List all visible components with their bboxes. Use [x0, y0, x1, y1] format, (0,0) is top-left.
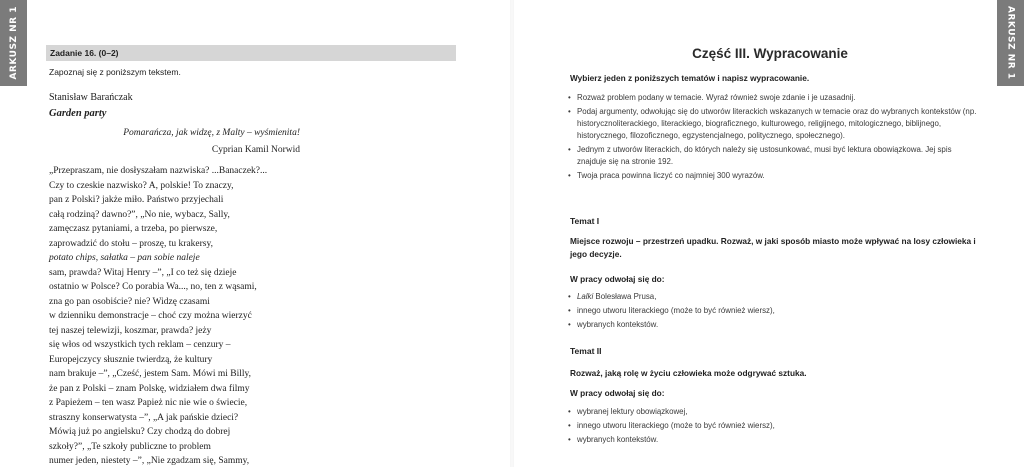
theme2-item: • wybranej lektury obowiązkowej,	[568, 406, 775, 418]
rule-item: • Podaj argumenty, odwołując się do utworów literackich wskazanych w temacie oraz do wybranych kontekstów (np. historycznoliterackiego, literackiego, biograficznego, kulturowego, religijnego, mitologicznego, biblijnego, historycznego, filozoficznego, egzystencjalnego, politycznego, społecznego).	[568, 106, 980, 142]
poem-line: straszny konserwatysta –”, „A jak pańskie dzieci?	[49, 412, 239, 423]
rule-item: • Rozważ problem podany w temacie. Wyraź również swoje zdanie i je uzasadnij.	[568, 92, 980, 104]
poem-line: ostatnio w Polsce? Co porabia Wa..., no, ten z wąsami,	[49, 282, 257, 292]
essay-rules-list	[568, 92, 980, 184]
task-header: Zadanie 16. (0–2)	[46, 45, 456, 61]
poem-line: pan z Polski? jakże miło. Państwo przyjechali	[49, 195, 224, 205]
poem-line: Mówią już po angielsku? Czy chodzą do dobrej	[49, 427, 231, 437]
section-title: Część III. Wypracowanie	[692, 46, 848, 61]
poem-line: całą rodziną? dawno?”, „No nie, wybacz, Sally,	[49, 209, 230, 220]
poem-line: Czy to czeskie nazwisko? A, polskie! To znaczy,	[49, 180, 234, 191]
poem-line: „Przepraszam, nie dosłyszałam nazwiska? ...Banaczek?...	[49, 166, 268, 176]
theme1-text: Miejsce rozwoju – przestrzeń upadku. Rozważ, w jaki sposób miasto może wpływać na losy człowieka i jego decyzje.	[570, 236, 976, 259]
poem-line: że pan z Polski – znam Polskę, widziałem dwa filmy	[49, 383, 250, 394]
rule-item: • Twoja praca powinna liczyć co najmniej 300 wyrazów.	[568, 170, 980, 182]
theme1-item: • innego utworu literackiego (może to być również wiersz),	[568, 305, 775, 317]
theme2-list	[568, 406, 775, 448]
poem-line: Europejczycy słusznie twierdzą, że kultury	[49, 354, 213, 365]
poem-line: szkoły?”, „Te szkoły publiczne to problem	[49, 441, 211, 452]
rule-item: • Jednym z utworów literackich, do których należy się ustosunkować, musi być lektura obowiązkowa. Jej spis znajduje się na stronie 192.	[568, 144, 980, 168]
poem-line: numer jeden, niestety –”, „Nie zgadzam się, Sammy,	[49, 456, 250, 466]
poem-line: z Papieżem – ten wasz Papież nic nie wie o świecie,	[49, 398, 248, 408]
poem-motto: Pomarańcza, jak widzę, z Malty – wyśmienita!	[123, 128, 300, 138]
poem-line: sam, prawda? Witaj Henry –”, „I co też się dzieje	[49, 267, 237, 278]
theme1-item-title: Lalki	[577, 292, 594, 301]
task-instruction: Zapoznaj się z poniższym tekstem.	[49, 67, 181, 77]
poem-line: w dzienniku demonstracje – choć czy można wierzyć	[49, 311, 252, 321]
poem-line: zaprowadzić do stołu – proszę, tu krakersy,	[49, 238, 213, 249]
poem-line: się włos od wszystkich tych reklam – cenzury –	[49, 340, 231, 350]
theme1-refer-label: W pracy odwołaj się do:	[570, 274, 665, 284]
theme1-list	[568, 291, 775, 333]
theme2-text: Rozważ, jaką rolę w życiu człowieka może odgrywać sztuka.	[570, 368, 807, 378]
theme1-item: • wybranych kontekstów.	[568, 319, 775, 331]
sheet-tab-label: ARKUSZ NR 1	[8, 6, 19, 80]
theme2-item: • wybranych kontekstów.	[568, 434, 775, 446]
poem-line: zna go pan osobiście? nie? Widzę czasami	[49, 296, 210, 307]
sheet-tab-label: ARKUSZ NR 1	[1005, 6, 1016, 80]
page-gutter	[510, 0, 514, 467]
sheet-tab-left	[0, 0, 27, 86]
poem-line: zamęczasz pytaniami, a trzeba, po pierwsze,	[49, 224, 218, 234]
theme2-heading: Temat II	[570, 346, 602, 356]
poem-line: tej naszej telewizji, koszmar, prawda? jeży	[49, 325, 212, 336]
poem-line: potato chips, sałatka – pan sobie naleje	[49, 253, 200, 263]
poem-line: nam brakuje –”, „Cześć, jestem Sam. Mówi mi Billy,	[49, 369, 252, 379]
theme1-item-rest: Bolesława Prusa,	[593, 292, 657, 301]
poem-author: Stanisław Barańczak	[49, 92, 133, 103]
motto-author: Cyprian Kamil Norwid	[211, 145, 300, 155]
poem-text	[49, 164, 267, 469]
sheet-tab-right	[997, 0, 1024, 86]
theme2-item: • innego utworu literackiego (może to być również wiersz),	[568, 420, 775, 432]
poem-title: Garden party	[49, 108, 107, 119]
theme2-refer-label: W pracy odwołaj się do:	[570, 388, 665, 398]
essay-intro: Wybierz jeden z poniższych tematów i napisz wypracowanie.	[570, 73, 810, 83]
theme1-heading: Temat I	[570, 216, 600, 226]
theme1-item	[568, 291, 775, 303]
